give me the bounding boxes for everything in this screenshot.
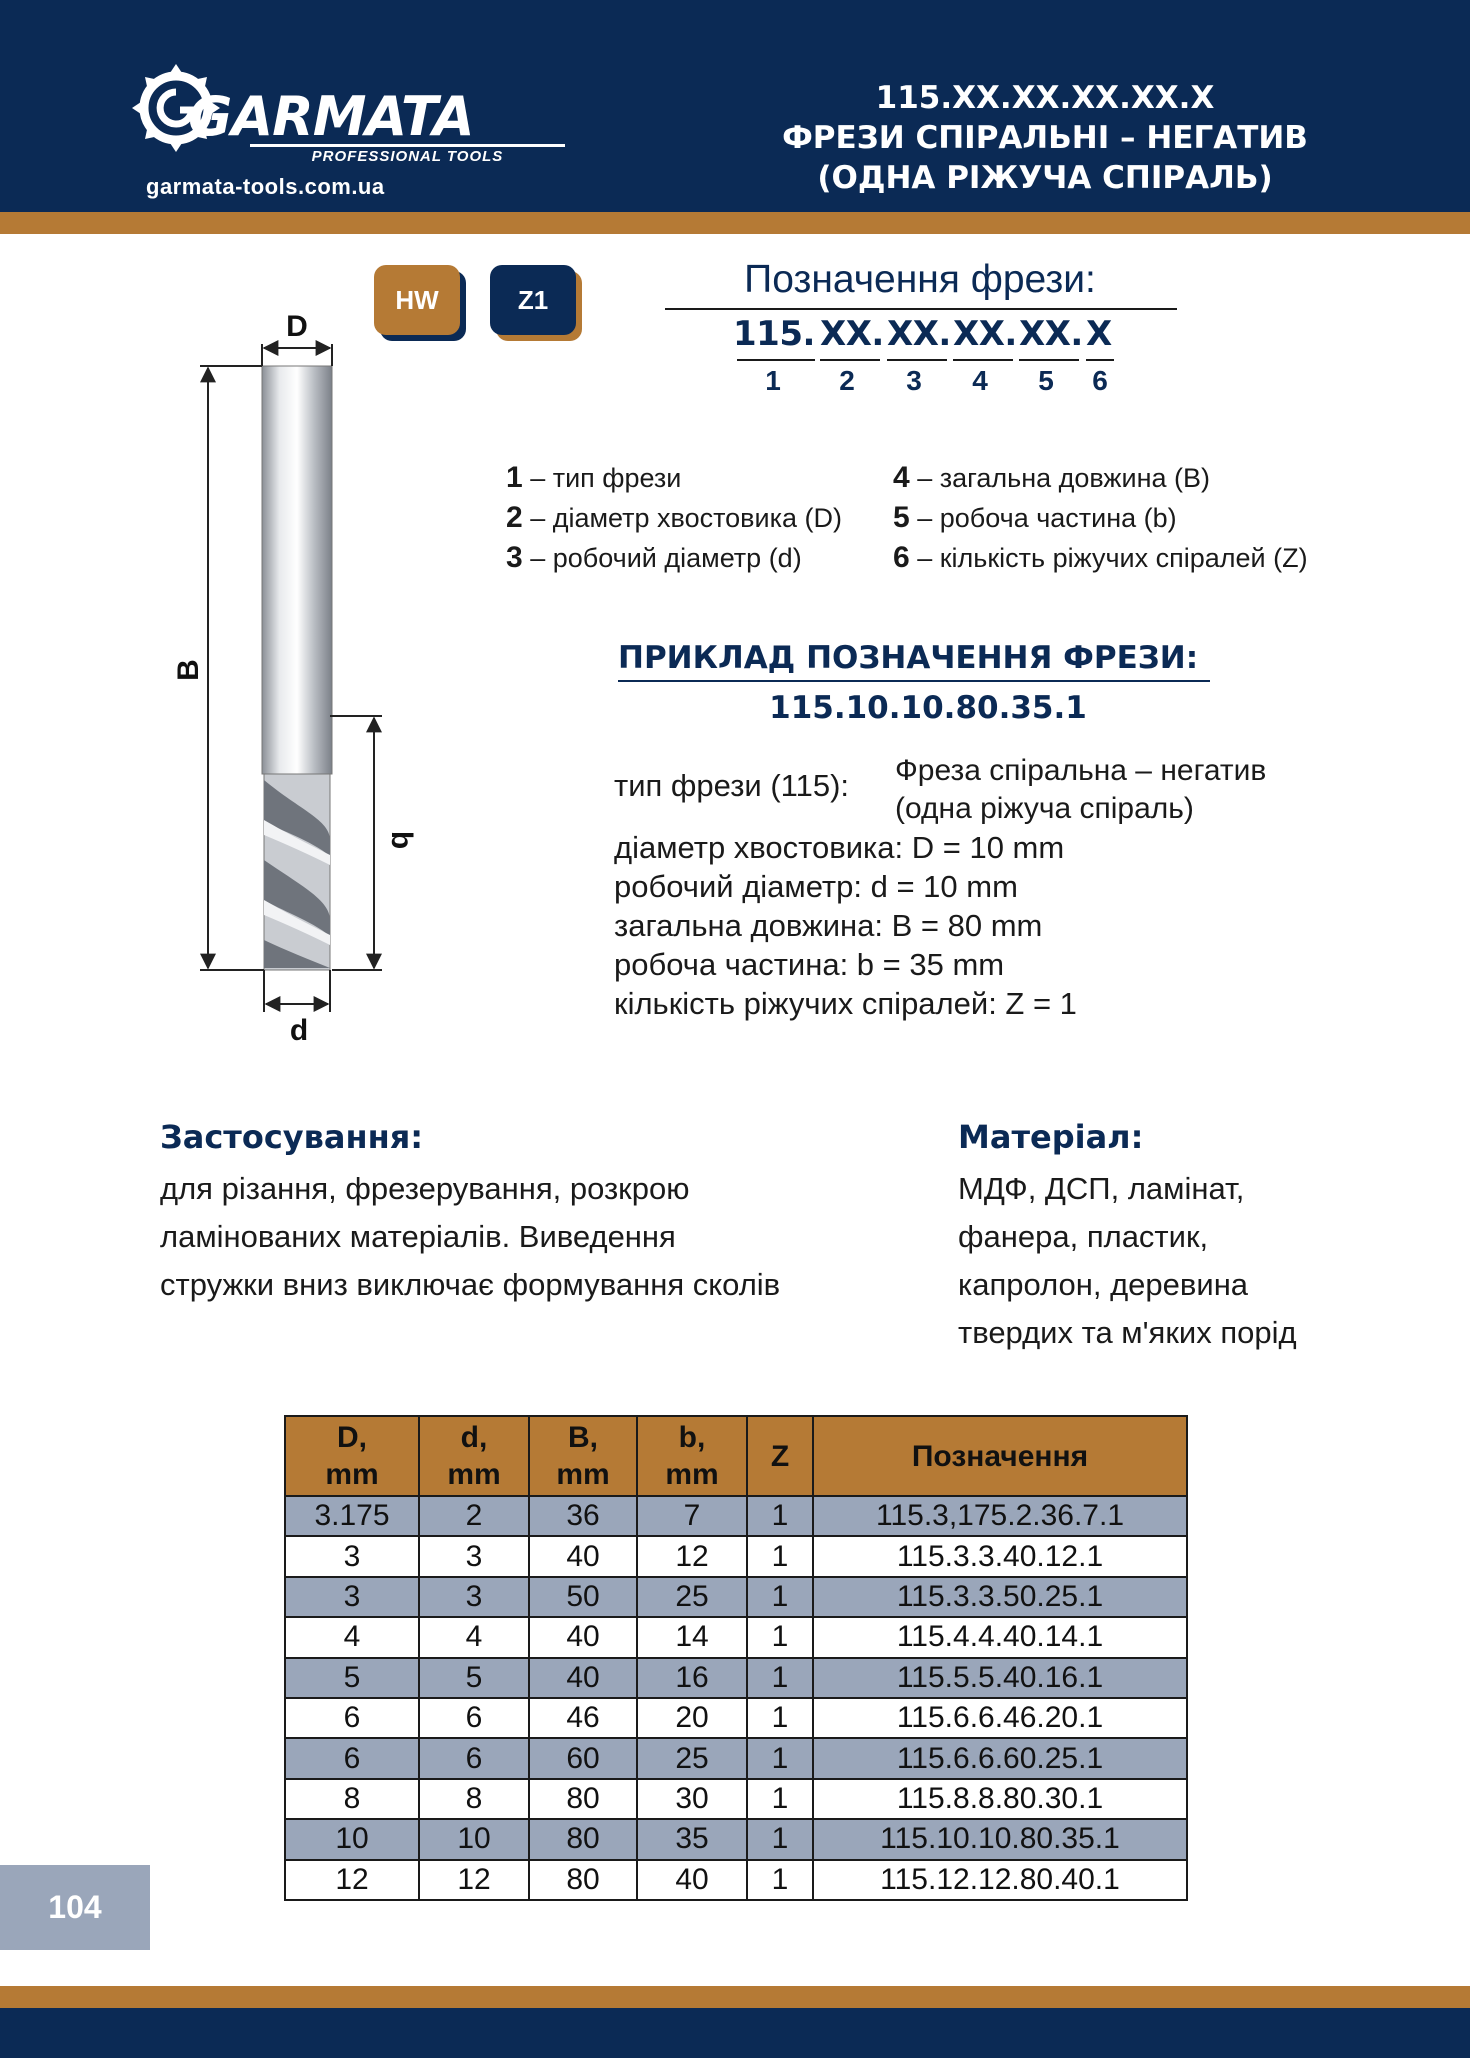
example-param: робочий діаметр: d = 10 mm — [614, 869, 1018, 904]
example-param: загальна довжина: B = 80 mm — [614, 908, 1043, 943]
table-cell: 115.5.5.40.16.1 — [813, 1658, 1187, 1698]
table-cell: 6 — [419, 1738, 529, 1778]
legend-item: 2 – діаметр хвостовика (D) — [506, 501, 843, 534]
table-row — [285, 1577, 1187, 1617]
header-stripe — [0, 212, 1470, 234]
column-header: d, mm — [419, 1416, 529, 1496]
table-cell: 115.10.10.80.35.1 — [813, 1819, 1187, 1859]
table-cell: 40 — [529, 1536, 637, 1576]
example-type-line: Фреза спіральна – негатив — [895, 754, 1267, 787]
table-cell: 115.3.3.40.12.1 — [813, 1536, 1187, 1576]
column-header: B, mm — [529, 1416, 637, 1496]
spec-table — [284, 1415, 1188, 1901]
example-type-label: тип фрези (115): — [614, 768, 850, 803]
designation-segment: 115. — [733, 314, 815, 354]
table-cell: 8 — [285, 1779, 419, 1819]
table-cell: 40 — [529, 1658, 637, 1698]
table-cell: 25 — [637, 1577, 747, 1617]
material-line: твердих та м'яких порід — [958, 1315, 1297, 1350]
designation-segment: XX. — [953, 314, 1017, 354]
table-cell: 14 — [637, 1617, 747, 1657]
table-cell: 3 — [285, 1577, 419, 1617]
table-cell: 80 — [529, 1779, 637, 1819]
designation-segment: XX. — [1019, 314, 1083, 354]
material-title: Матеріал: — [958, 1118, 1144, 1156]
material-line: капролон, деревина — [958, 1267, 1249, 1302]
example-params — [614, 828, 1077, 1023]
page-title-line: 115.XX.XX.XX.XX.X — [875, 80, 1215, 116]
segment-number: 4 — [972, 365, 988, 396]
column-header: Позначення — [813, 1416, 1187, 1496]
segment-underline — [737, 359, 815, 361]
example-type-value — [895, 752, 1266, 828]
dimension-label-B: B — [172, 659, 205, 681]
table-row — [285, 1819, 1187, 1859]
designation-segment: XX. — [887, 314, 951, 354]
example-code: 115.10.10.80.35.1 — [769, 690, 1087, 726]
legend-right-column — [893, 458, 1308, 578]
example-type-line: (одна ріжуча спіраль) — [895, 792, 1194, 825]
example-param: діаметр хвостовика: D = 10 mm — [614, 830, 1065, 865]
spiral-count-badge: Z1 — [490, 265, 576, 335]
table-cell: 20 — [637, 1698, 747, 1738]
column-header: D, mm — [285, 1416, 419, 1496]
segment-number: 3 — [906, 365, 922, 396]
table-cell: 115.4.4.40.14.1 — [813, 1617, 1187, 1657]
designation-title: Позначення фрези: — [744, 258, 1096, 301]
table-cell: 5 — [419, 1658, 529, 1698]
material-text — [958, 1165, 1297, 1357]
segment-number: 5 — [1038, 365, 1054, 396]
table-cell: 6 — [285, 1698, 419, 1738]
segment-number: 6 — [1092, 365, 1108, 396]
table-row — [285, 1536, 1187, 1576]
application-title: Застосування: — [160, 1118, 424, 1156]
website-link[interactable]: garmata-tools.com.ua — [146, 174, 385, 199]
table-cell: 80 — [529, 1819, 637, 1859]
table-cell: 6 — [285, 1738, 419, 1778]
dimension-label-d: d — [289, 1014, 309, 1047]
table-cell: 10 — [419, 1819, 529, 1859]
table-cell: 50 — [529, 1577, 637, 1617]
table-row — [285, 1779, 1187, 1819]
table-cell: 40 — [637, 1860, 747, 1900]
brand-logo — [130, 62, 504, 172]
table-cell: 4 — [419, 1617, 529, 1657]
table-cell: 3.175 — [285, 1496, 419, 1536]
table-cell: 6 — [419, 1698, 529, 1738]
table-cell: 1 — [747, 1860, 813, 1900]
table-cell: 1 — [747, 1496, 813, 1536]
cutter-shank — [262, 366, 332, 774]
table-cell: 30 — [637, 1779, 747, 1819]
table-cell: 25 — [637, 1738, 747, 1778]
column-header: b, mm — [637, 1416, 747, 1496]
designation-segment: XX. — [820, 314, 884, 354]
legend-item: 3 – робочий діаметр (d) — [506, 541, 802, 574]
example-param: кількість ріжучих спіралей: Z = 1 — [614, 986, 1077, 1021]
table-row — [285, 1617, 1187, 1657]
table-cell: 1 — [747, 1658, 813, 1698]
application-text — [160, 1165, 780, 1309]
table-cell: 5 — [285, 1658, 419, 1698]
table-cell: 115.12.12.80.40.1 — [813, 1860, 1187, 1900]
application-line: для різання, фрезерування, розкрою — [160, 1171, 690, 1206]
page-number: 104 — [0, 1865, 150, 1950]
table-row — [285, 1496, 1187, 1536]
page-title — [720, 78, 1370, 198]
table-cell: 36 — [529, 1496, 637, 1536]
table-cell: 46 — [529, 1698, 637, 1738]
table-cell: 1 — [747, 1536, 813, 1576]
table-header-row — [285, 1416, 1187, 1496]
material-badge-hw: HW — [374, 265, 460, 335]
table-cell: 35 — [637, 1819, 747, 1859]
table-cell: 60 — [529, 1738, 637, 1778]
dimension-label-b: b — [385, 830, 418, 850]
table-cell: 3 — [419, 1577, 529, 1617]
brand-name: GARMATA — [188, 85, 474, 148]
table-cell: 12 — [285, 1860, 419, 1900]
segment-underline — [820, 359, 880, 361]
cutter-drawing — [160, 300, 420, 1060]
table-row — [285, 1698, 1187, 1738]
segment-number: 1 — [765, 365, 781, 396]
dimension-label-D: D — [286, 310, 308, 343]
table-cell: 80 — [529, 1860, 637, 1900]
table-cell: 3 — [419, 1536, 529, 1576]
table-cell: 115.6.6.46.20.1 — [813, 1698, 1187, 1738]
application-line: стружки вниз виключає формування сколів — [160, 1267, 781, 1302]
column-header: Z — [747, 1416, 813, 1496]
segment-number: 2 — [839, 365, 855, 396]
table-cell: 2 — [419, 1496, 529, 1536]
table-cell: 10 — [285, 1819, 419, 1859]
table-cell: 1 — [747, 1819, 813, 1859]
example-title-underline — [618, 680, 1210, 682]
table-cell: 12 — [419, 1860, 529, 1900]
legend-item: 5 – робоча частина (b) — [893, 501, 1177, 534]
example-param: робоча частина: b = 35 mm — [614, 947, 1005, 982]
application-line: ламінованих матеріалів. Виведення — [160, 1219, 676, 1254]
table-cell: 1 — [747, 1577, 813, 1617]
material-line: МДФ, ДСП, ламінат, — [958, 1171, 1245, 1206]
table-cell: 1 — [747, 1698, 813, 1738]
segment-underline — [1086, 359, 1114, 361]
legend-item: 6 – кількість ріжучих спіралей (Z) — [893, 541, 1308, 574]
table-row — [285, 1860, 1187, 1900]
page-title-line: (ОДНА РІЖУЧА СПІРАЛЬ) — [817, 160, 1273, 196]
table-cell: 1 — [747, 1779, 813, 1819]
table-cell: 7 — [637, 1496, 747, 1536]
table-cell: 8 — [419, 1779, 529, 1819]
legend-left-column — [506, 458, 842, 578]
designation-segment: X — [1086, 314, 1112, 354]
segment-underline — [953, 359, 1013, 361]
legend-item: 4 – загальна довжина (B) — [893, 461, 1210, 494]
table-cell: 115.3.3.50.25.1 — [813, 1577, 1187, 1617]
table-cell: 1 — [747, 1738, 813, 1778]
page-header — [0, 0, 1470, 212]
example-title: ПРИКЛАД ПОЗНАЧЕННЯ ФРЕЗИ: — [618, 640, 1199, 676]
table-cell: 115.3,175.2.36.7.1 — [813, 1496, 1187, 1536]
table-cell: 3 — [285, 1536, 419, 1576]
page-footer — [0, 2008, 1470, 2058]
legend-item: 1 – тип фрези — [506, 461, 682, 494]
table-cell: 4 — [285, 1617, 419, 1657]
table-cell: 115.8.8.80.30.1 — [813, 1779, 1187, 1819]
footer-stripe — [0, 1986, 1470, 2008]
table-row — [285, 1658, 1187, 1698]
table-cell: 1 — [747, 1617, 813, 1657]
page-title-line: ФРЕЗИ СПІРАЛЬНІ – НЕГАТИВ — [782, 120, 1308, 156]
table-cell: 12 — [637, 1536, 747, 1576]
cutter-flute — [264, 774, 330, 970]
table-cell: 16 — [637, 1658, 747, 1698]
table-cell: 115.6.6.60.25.1 — [813, 1738, 1187, 1778]
designation-divider — [665, 308, 1177, 310]
segment-underline — [887, 359, 947, 361]
table-cell: 40 — [529, 1617, 637, 1657]
brand-subtitle: PROFESSIONAL TOOLS — [250, 144, 565, 162]
segment-underline — [1019, 359, 1079, 361]
material-line: фанера, пластик, — [958, 1219, 1209, 1254]
table-row — [285, 1738, 1187, 1778]
